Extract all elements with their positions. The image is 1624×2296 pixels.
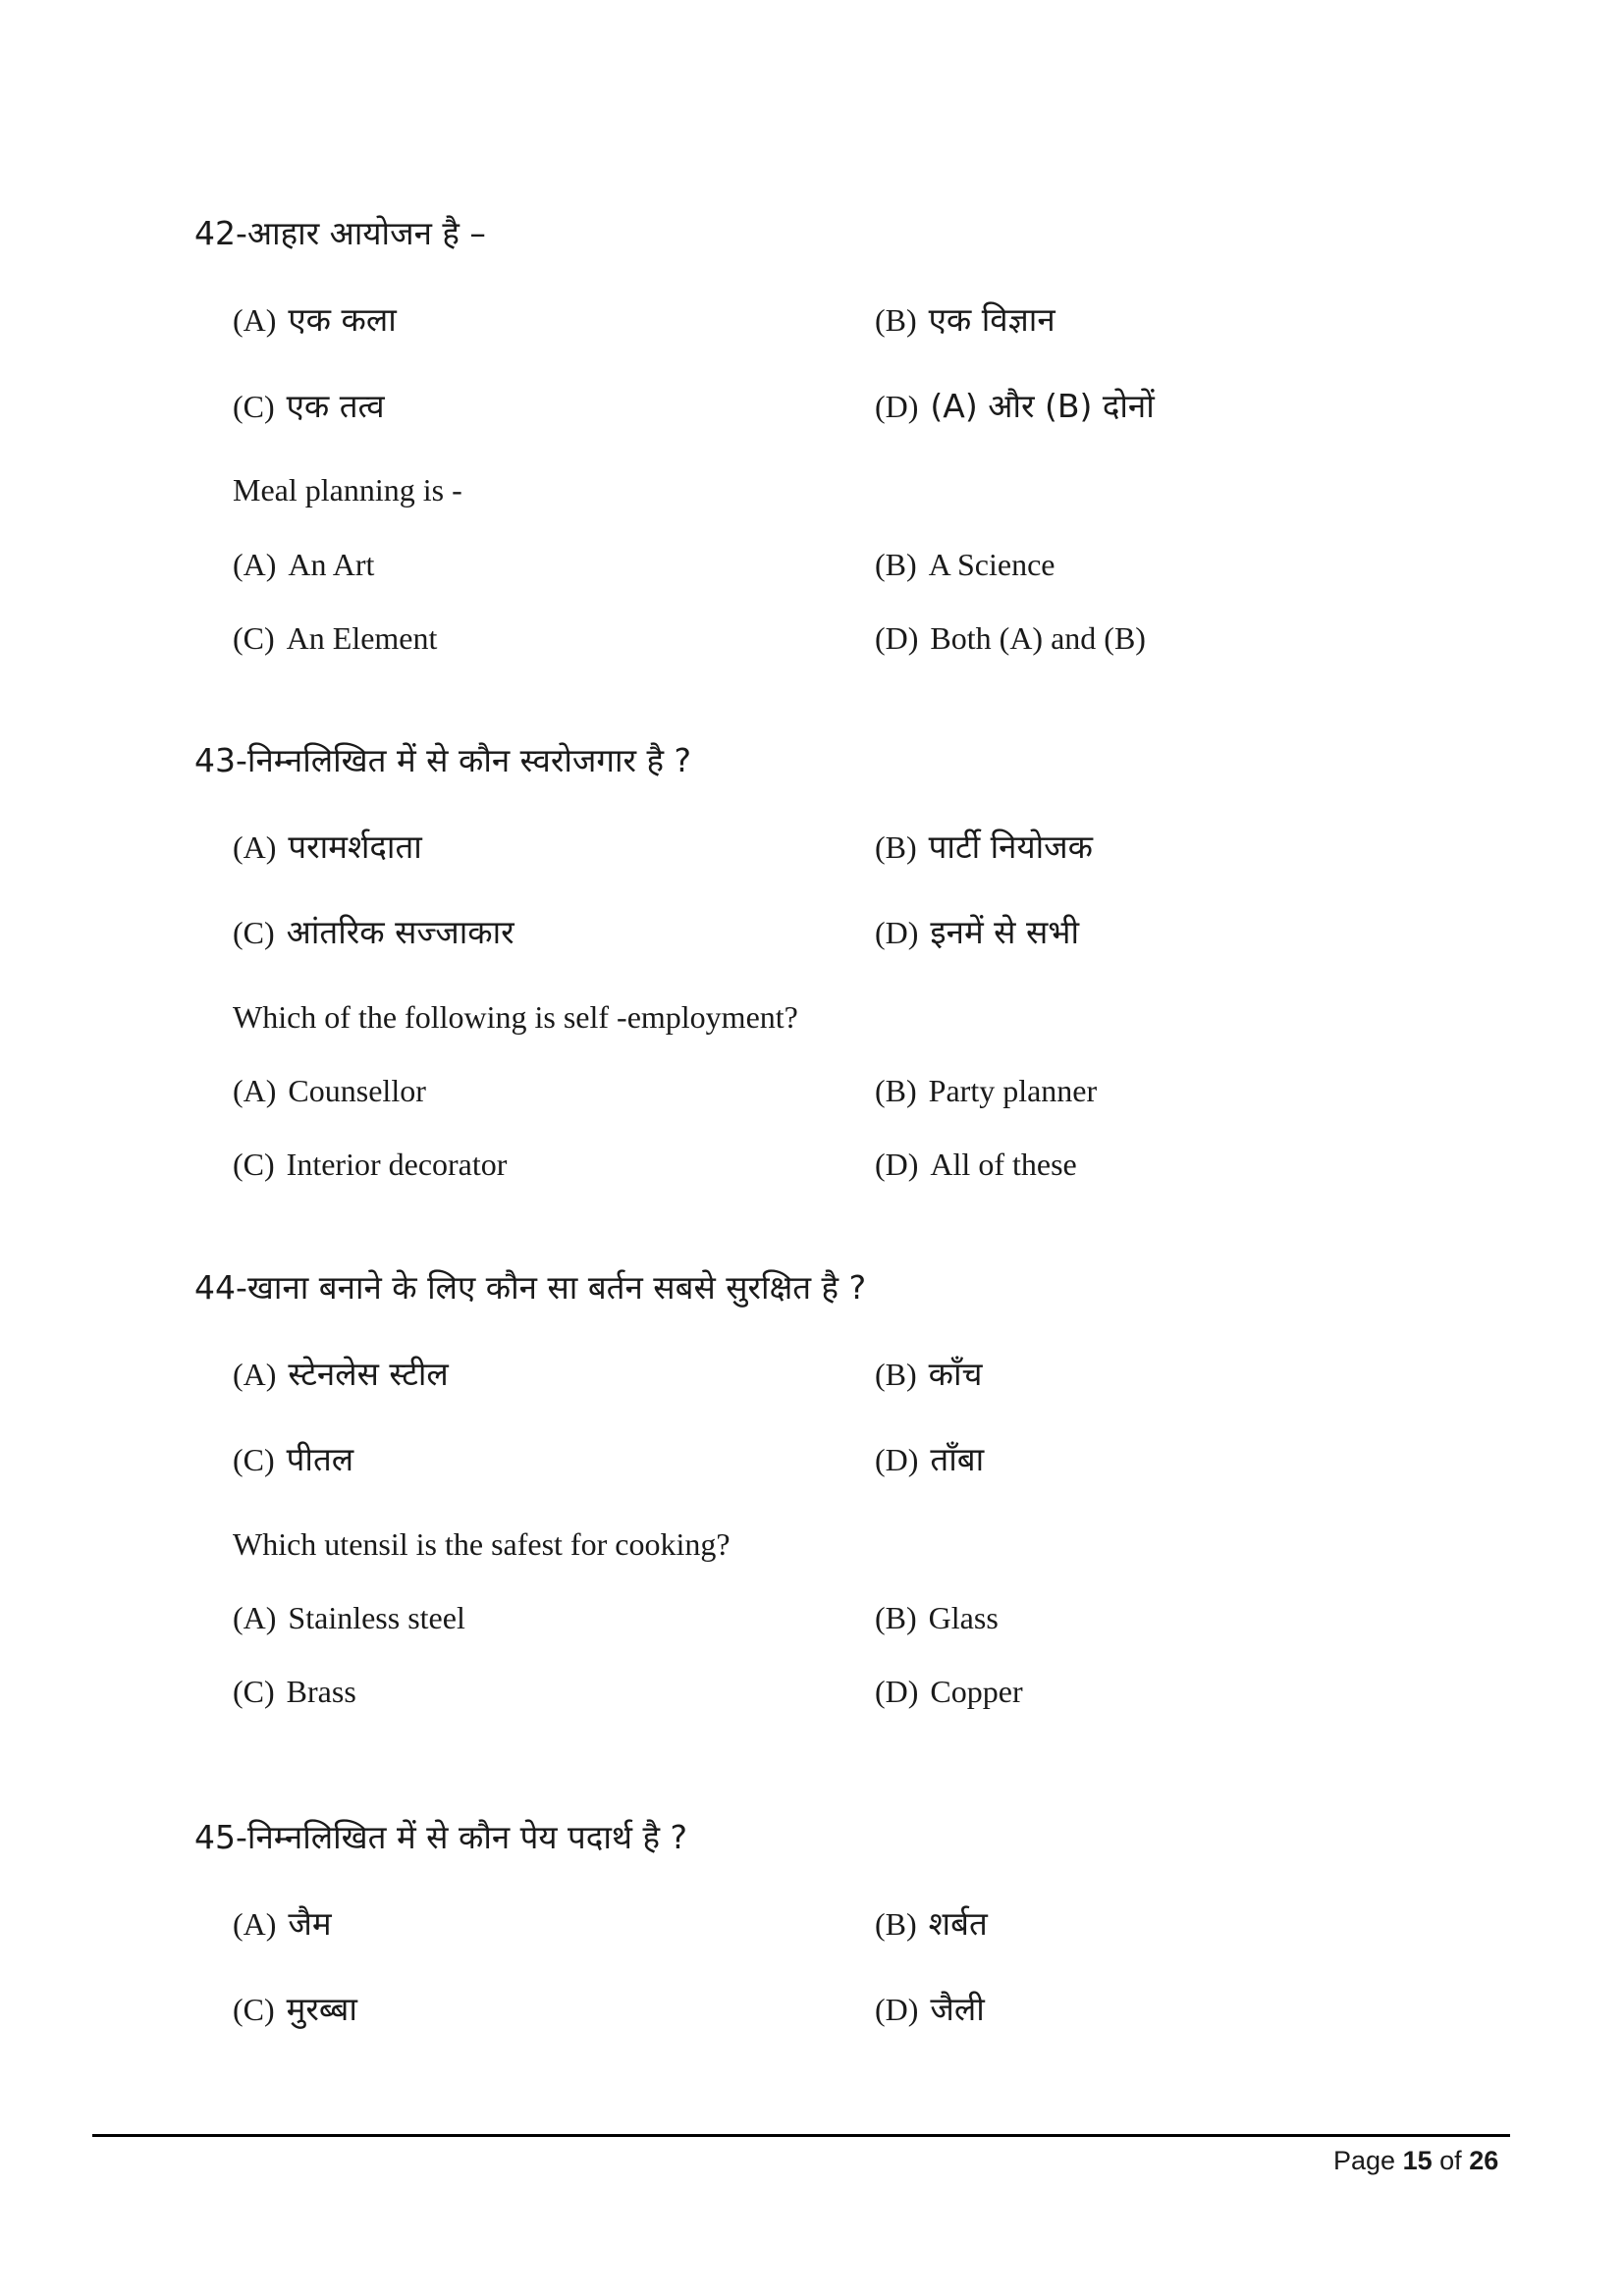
q43-hindi-option-b [875,828,1093,867]
question-43-hindi: 43-निम्नलिखित में से कौन स्वरोजगार है ? [194,741,692,779]
option-text: (A) और (B) दोनों [930,387,1155,425]
option-letter: (D) [875,389,919,424]
q44-english-option-a [233,1598,465,1637]
q42-hindi-option-b [875,300,1056,340]
question-44-hindi: 44-खाना बनाने के लिए कौन सा बर्तन सबसे सुरक्षित है ? [194,1268,867,1307]
option-letter: (A) [233,1906,277,1942]
q44-hindi-option-c [233,1440,353,1479]
option-letter: (B) [875,547,917,582]
q42-hindi-option-c [233,387,385,426]
q45-hindi-option-c [233,1990,357,2029]
q43-english-option-d [875,1145,1077,1184]
footer-divider [92,2134,1510,2137]
option-letter: (D) [875,1442,919,1477]
option-text: शर्बत [928,1904,988,1943]
option-letter: (D) [875,915,919,950]
q42-english-option-b [875,545,1056,584]
option-letter: (C) [233,1442,275,1477]
option-text: एक विज्ञान [928,300,1056,339]
option-letter: (C) [233,915,275,950]
q42-hindi-option-d [875,387,1155,426]
option-text: मुरब्बा [286,1990,357,2028]
q43-english-option-a [233,1071,426,1110]
option-text: Interior decorator [286,1147,508,1182]
q44-hindi-option-d [875,1440,984,1479]
option-letter: (A) [233,829,277,865]
q45-hindi-option-a [233,1904,332,1944]
q44-english-option-c [233,1672,356,1711]
question-45-hindi: 45-निम्नलिखित में से कौन पेय पदार्थ है ? [194,1818,687,1856]
option-text: Stainless steel [288,1600,465,1635]
question-43-english: Which of the following is self -employment? [233,999,798,1035]
option-letter: (C) [233,620,275,656]
q44-hindi-option-a [233,1355,449,1394]
option-text: जैम [288,1904,332,1943]
option-text: इनमें से सभी [930,913,1080,951]
option-letter: (D) [875,620,919,656]
option-letter: (B) [875,1906,917,1942]
option-text: एक तत्व [286,387,385,425]
q42-english-option-c [233,618,437,658]
page-number [1333,2144,1498,2177]
option-text: Counsellor [288,1073,426,1108]
current-page: 15 [1402,2146,1433,2175]
option-text: परामर्शदाता [288,828,422,866]
question-44-english: Which utensil is the safest for cooking? [233,1526,731,1562]
option-text: पीतल [286,1440,354,1478]
option-letter: (B) [875,829,917,865]
q45-hindi-option-d [875,1990,985,2029]
q43-hindi-option-a [233,828,422,867]
q44-hindi-option-b [875,1355,983,1394]
option-text: एक कला [288,300,397,339]
option-letter: (C) [233,1674,275,1709]
option-text: स्टेनलेस स्टील [288,1355,449,1393]
option-text: पार्टी नियोजक [928,828,1093,866]
option-letter: (D) [875,1674,919,1709]
question-42-english: Meal planning is - [233,472,462,507]
q44-english-option-b [875,1598,999,1637]
option-text: Party planner [928,1073,1098,1108]
q42-english-option-d [875,618,1146,658]
option-letter: (C) [233,1147,275,1182]
option-letter: (D) [875,1147,919,1182]
option-letter: (A) [233,1600,277,1635]
q42-hindi-option-a [233,300,397,340]
option-letter: (B) [875,1600,917,1635]
option-letter: (A) [233,1073,277,1108]
option-text: ताँबा [930,1440,985,1478]
option-text: Glass [928,1600,999,1635]
option-letter: (A) [233,547,277,582]
option-text: An Element [286,620,438,656]
of-word: of [1439,2146,1462,2175]
option-letter: (B) [875,302,917,338]
q43-english-option-c [233,1145,507,1184]
option-letter: (A) [233,1357,277,1392]
option-text: All of these [930,1147,1077,1182]
option-text: आंतरिक सज्जाकार [286,913,514,951]
option-letter: (B) [875,1073,917,1108]
option-text: काँच [928,1355,983,1393]
q45-hindi-option-b [875,1904,988,1944]
q42-english-option-a [233,545,374,584]
page-word: Page [1333,2146,1396,2175]
option-letter: (A) [233,302,277,338]
option-text: An Art [288,547,375,582]
total-pages: 26 [1469,2146,1499,2175]
option-letter: (C) [233,1992,275,2027]
option-letter: (C) [233,389,275,424]
option-text: A Science [928,547,1056,582]
q44-english-option-d [875,1672,1023,1711]
option-text: Copper [930,1674,1023,1709]
q43-hindi-option-d [875,913,1079,952]
option-letter: (B) [875,1357,917,1392]
option-letter: (D) [875,1992,919,2027]
q43-hindi-option-c [233,913,514,952]
option-text: जैली [930,1990,985,2028]
question-42-hindi: 42-आहार आयोजन है – [194,214,486,252]
option-text: Brass [286,1674,356,1709]
q43-english-option-b [875,1071,1097,1110]
option-text: Both (A) and (B) [930,620,1146,656]
